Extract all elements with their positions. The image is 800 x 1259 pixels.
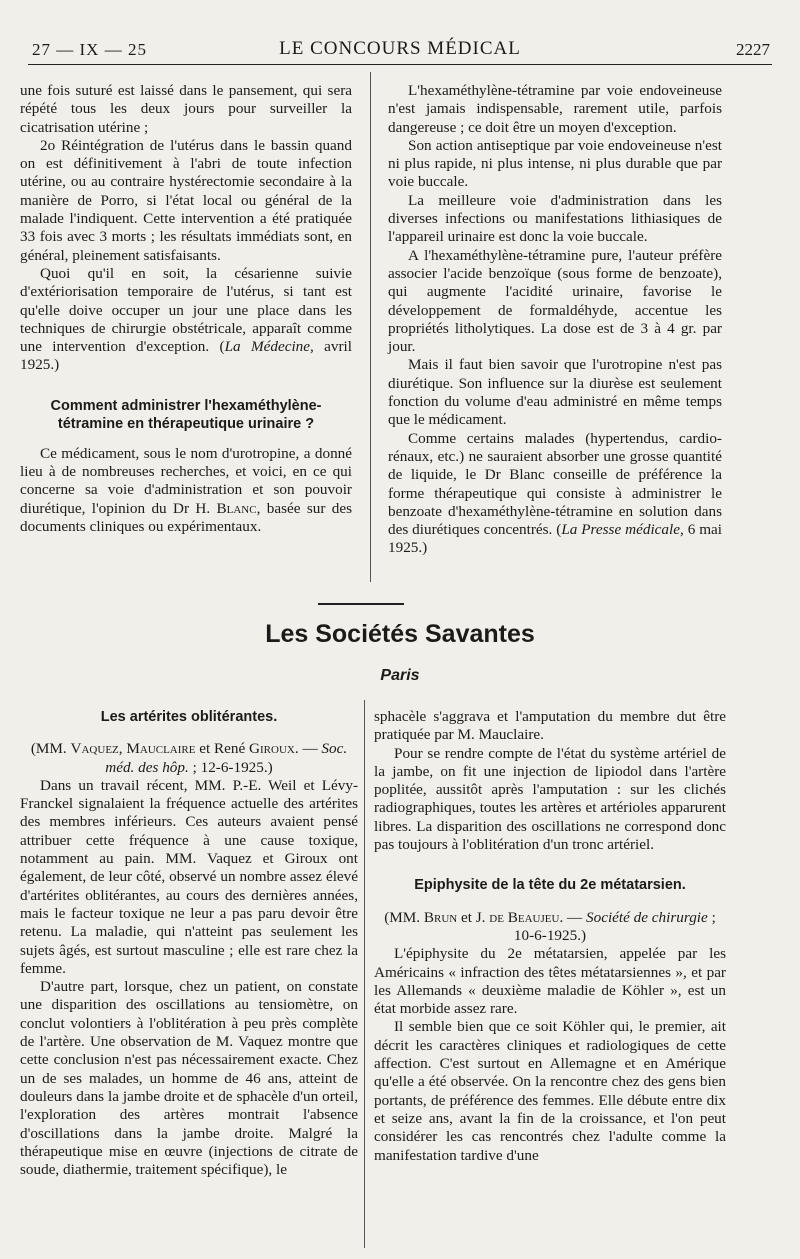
header-page-number: 2227 [736, 40, 770, 59]
running-header [28, 36, 772, 65]
header-date: 27 — IX — 25 [32, 40, 147, 59]
paragraph: Ce médicament, sous le nom d'urotropine, a donné lieu à de nombreuses recherches, et voici, en ce qui concerne sa voie d'administration et son pouvoir diurétique, l'opinion du Dr H. Blanc, basée sur des documents cliniques ou expérimentaux. [20, 444, 352, 535]
column-bottom-left [20, 708, 358, 1179]
source-citation: La Médecine, [224, 338, 314, 356]
paragraph: Il semble bien que ce soit Köhler qui, le premier, ait décrit les caractères cliniques et radiologiques de cette affection. C'est surtout en Allemagne et en Amérique qu'elle a été observée. On la rencontre chez des gens bien portants, de préférence des femmes. Elle débute entre dix et seize ans, avant la fin de la croissance, et l'on peut considérer les cas rencontrés chez l'adulte comme la manifestation tardive d'une [374, 1018, 726, 1164]
author-name: Blanc [216, 499, 257, 517]
paragraph: L'hexaméthylène-tétramine par voie endoveineuse n'est jamais indispensable, rarement utile, parfois dangereuse ; ce doit être un moyen d'exception. [388, 82, 722, 136]
source-citation: La Presse médicale, [561, 521, 684, 539]
column-rule-top [370, 72, 371, 582]
paragraph: 2o Réintégration de l'utérus dans le bassin quand on est définitivement à l'abri de toute infection utérine, ou au contraire hystérectomie secondaire à la manière de Porro, si l'état local ou général de la malade l'indiquent. Cette intervention a été pratiquée 33 fois avec 3 morts ; les résultats immédiats sont, en général, pleinement satisfaisants. [20, 136, 352, 264]
article-heading: Epiphysite de la tête du 2e métatarsien. [414, 877, 686, 894]
paragraph: Pour se rendre compte de l'état du système artériel de la jambe, on fit une injection de lipiodol dans l'artère poplitée, aussitôt après l'amputation : sur les clichés radiographiques, toutes les artères et artérioles apparurent libres. La disparition des oscillations ne correspond donc pas toujours à l'oblitération d'un tronc artériel. [374, 744, 726, 854]
paragraph: Son action antiseptique par voie endoveineuse n'est ni plus rapide, ni plus intense, ni plus durable que par voie buccale. [388, 136, 722, 191]
reference-line: (MM. Vaquez, Mauclaire et René Giroux. — Soc. méd. des hôp. ; 12-6-1925.) [30, 740, 348, 776]
column-top-left [20, 82, 352, 536]
column-bottom-right [374, 708, 726, 1165]
article-heading: Les artérites oblitérantes. [100, 709, 278, 725]
column-top-right [388, 82, 722, 558]
paragraph: Comme certains malades (hypertendus, cardio-rénaux, etc.) ne sauraient absorber une grosse quantité de liquide, le Dr Blanc conseille de préférence la forme thérapeutique qui consiste à administrer le benzoate d'hexaméthylène-tétramine en solution dans des diurétiques concentrés. (La Presse médicale, 6 mai 1925.) [388, 429, 722, 557]
paragraph: La meilleure voie d'administration dans les diverses infections ou manifestations lithiasiques de l'appareil urinaire est donc la voie buccale. [388, 191, 722, 246]
paragraph: Mais il faut bien savoir que l'urotropine n'est pas diurétique. Son influence sur la diurèse est seulement fonction du volume d'eau administré en même temps que le médicament. [388, 356, 722, 429]
section-title: Les Sociétés Savantes [265, 620, 535, 648]
article-heading: Comment administrer l'hexaméthylène-tétramine en thérapeutique urinaire ? [50, 397, 322, 432]
paragraph: A l'hexaméthylène-tétramine pure, l'auteur préfère associer l'acide benzoïque (sous forme de benzoate), qui augmente l'acidité urinaire, favorise le développement de formaldéhyde, accentue les propriétés litholytiques. La dose est de 3 à 4 gr. par jour. [388, 246, 722, 356]
paragraph: une fois suturé est laissé dans le pansement, qui sera répété tous les deux jours pour surveiller la cicatrisation utérine ; [20, 82, 352, 136]
column-rule-bottom [364, 700, 365, 1248]
paragraph: L'épiphysite du 2e métatarsien, appelée par les Américains « infraction des têtes métatarsiennes », et par les Allemands « deuxième maladie de Köhler », est un état morbide assez rare. [374, 945, 726, 1018]
section-subtitle-city: Paris [380, 667, 420, 684]
paragraph: Dans un travail récent, MM. P.-E. Weil et Lévy-Franckel signalaient la fréquence actuelle des artérites des membres inférieurs. Ces auteurs avaient pensé attribuer cette fréquence à une cause toxique, notamment au pain. MM. Vaquez et Giroux ont également, de leur côté, observé un nombre assez élevé d'artérites oblitérantes, au cours des dernières années, mais le facteur toxique ne leur a pas paru devoir être retenu. La maladie, qui n'atteint pas seulement les sujets âgés, est surtout masculine ; elle est rare chez la femme. [20, 776, 358, 977]
paragraph: Quoi qu'il en soit, la césarienne suivie d'extériorisation temporaire de l'utérus, si tant est qu'elle doive occuper un jour une place dans les techniques de chirurgie obstétricale, apparaît comme une intervention d'exception. (La Médecine, avril 1925.) [20, 264, 352, 374]
reference-line: (MM. Brun et J. de Beaujeu. — Société de chirurgie ; 10-6-1925.) [384, 908, 716, 944]
section-divider [318, 603, 404, 605]
paragraph: D'autre part, lorsque, chez un patient, on constate une disparition des oscillations au tensiomètre, on conclut volontiers à l'oblitération à peu près complète de l'artère. Une observation de M. Vaquez montre que cette conclusion n'est pas nécessairement exacte. Chez un de ses malades, un homme de 46 ans, atteint de douleurs dans la jambe droite et de sphacèle d'un orteil, l'exploration des artères montrait l'absence d'oscillations dans la jambe droite. Malgré la thérapeutique mise en œuvre (injections de citrate de soude, diathermie, traitement spécifique), le [20, 978, 358, 1179]
header-journal-title: LE CONCOURS MÉDICAL [279, 38, 521, 59]
paragraph: sphacèle s'aggrava et l'amputation du membre dut être pratiquée par M. Mauclaire. [374, 708, 726, 744]
